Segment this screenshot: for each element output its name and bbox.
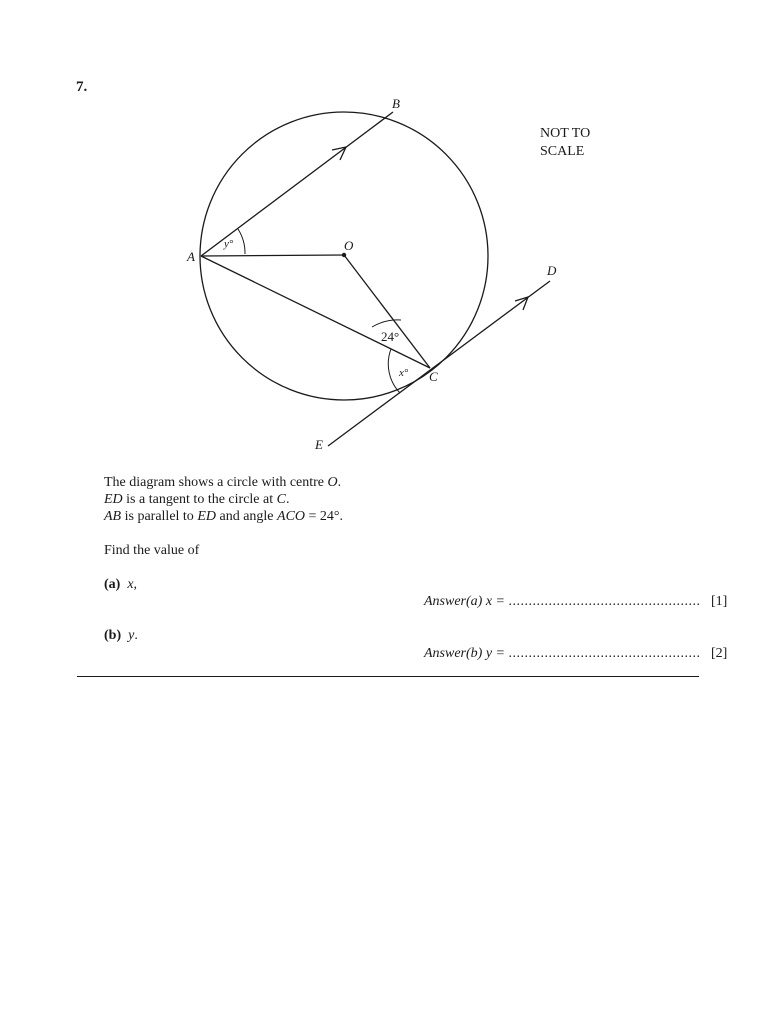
angle-label-24: 24° <box>381 329 400 344</box>
part-b <box>104 628 138 644</box>
text-line-3-var3: ACO <box>277 509 306 524</box>
answer-a-line <box>424 594 727 610</box>
part-a-label: (a) <box>104 577 121 592</box>
answer-b-line <box>424 646 727 662</box>
part-a-punct: , <box>133 577 138 592</box>
label-d: D <box>547 263 557 278</box>
question-text <box>104 474 343 559</box>
part-b-punct: . <box>134 628 138 643</box>
find-instruction: Find the value of <box>104 543 200 558</box>
answer-b-label: Answer(b) y = <box>424 646 505 661</box>
text-line-2-mid: is a tangent to the circle at <box>122 492 277 507</box>
label-e: E <box>315 437 323 452</box>
text-line-2-post: . <box>285 492 290 507</box>
label-o: O <box>344 238 354 253</box>
part-b-label: (b) <box>104 628 122 643</box>
angle-label-x: x° <box>399 367 409 379</box>
angle-arc-y <box>238 229 245 254</box>
bottom-rule <box>77 676 699 677</box>
label-c: C <box>429 369 438 384</box>
answer-b-marks: [2] <box>711 646 728 661</box>
answer-a-label: Answer(a) x = <box>424 594 505 609</box>
answer-b-field[interactable]: ................................................ <box>508 646 701 661</box>
text-line-1-var: O <box>327 475 338 490</box>
line-ab <box>201 112 393 256</box>
line-oc <box>344 255 430 368</box>
tangent-ed <box>328 281 550 446</box>
part-a-var: x <box>127 577 134 592</box>
part-b-var: y <box>128 628 135 643</box>
answer-a-marks: [1] <box>711 594 728 609</box>
text-line-3-var2: ED <box>197 509 216 524</box>
text-line-1 <box>104 474 343 491</box>
text-line-2-var1: ED <box>104 492 123 507</box>
text-line-2-var2: C <box>276 492 286 507</box>
text-line-3-mid1: is parallel to <box>121 509 198 524</box>
not-to-scale-line2: SCALE <box>540 144 585 159</box>
text-line-3-mid2: and angle <box>215 509 278 524</box>
text-line-3-var1: AB <box>104 509 122 524</box>
text-line-1-pre: The diagram shows a circle with centre <box>104 475 328 490</box>
part-a <box>104 577 137 593</box>
answer-a-field[interactable]: ................................................ <box>508 594 701 609</box>
text-line-1-post: . <box>337 475 342 490</box>
text-line-3 <box>104 508 343 525</box>
text-line-2 <box>104 491 343 508</box>
label-b: B <box>392 96 400 111</box>
text-line-3-post: = 24°. <box>305 509 344 524</box>
angle-label-y: y° <box>224 238 234 250</box>
question-number: 7. <box>76 79 88 95</box>
line-ao <box>201 255 344 256</box>
not-to-scale-line1: NOT TO <box>540 126 591 141</box>
label-a: A <box>187 249 195 264</box>
